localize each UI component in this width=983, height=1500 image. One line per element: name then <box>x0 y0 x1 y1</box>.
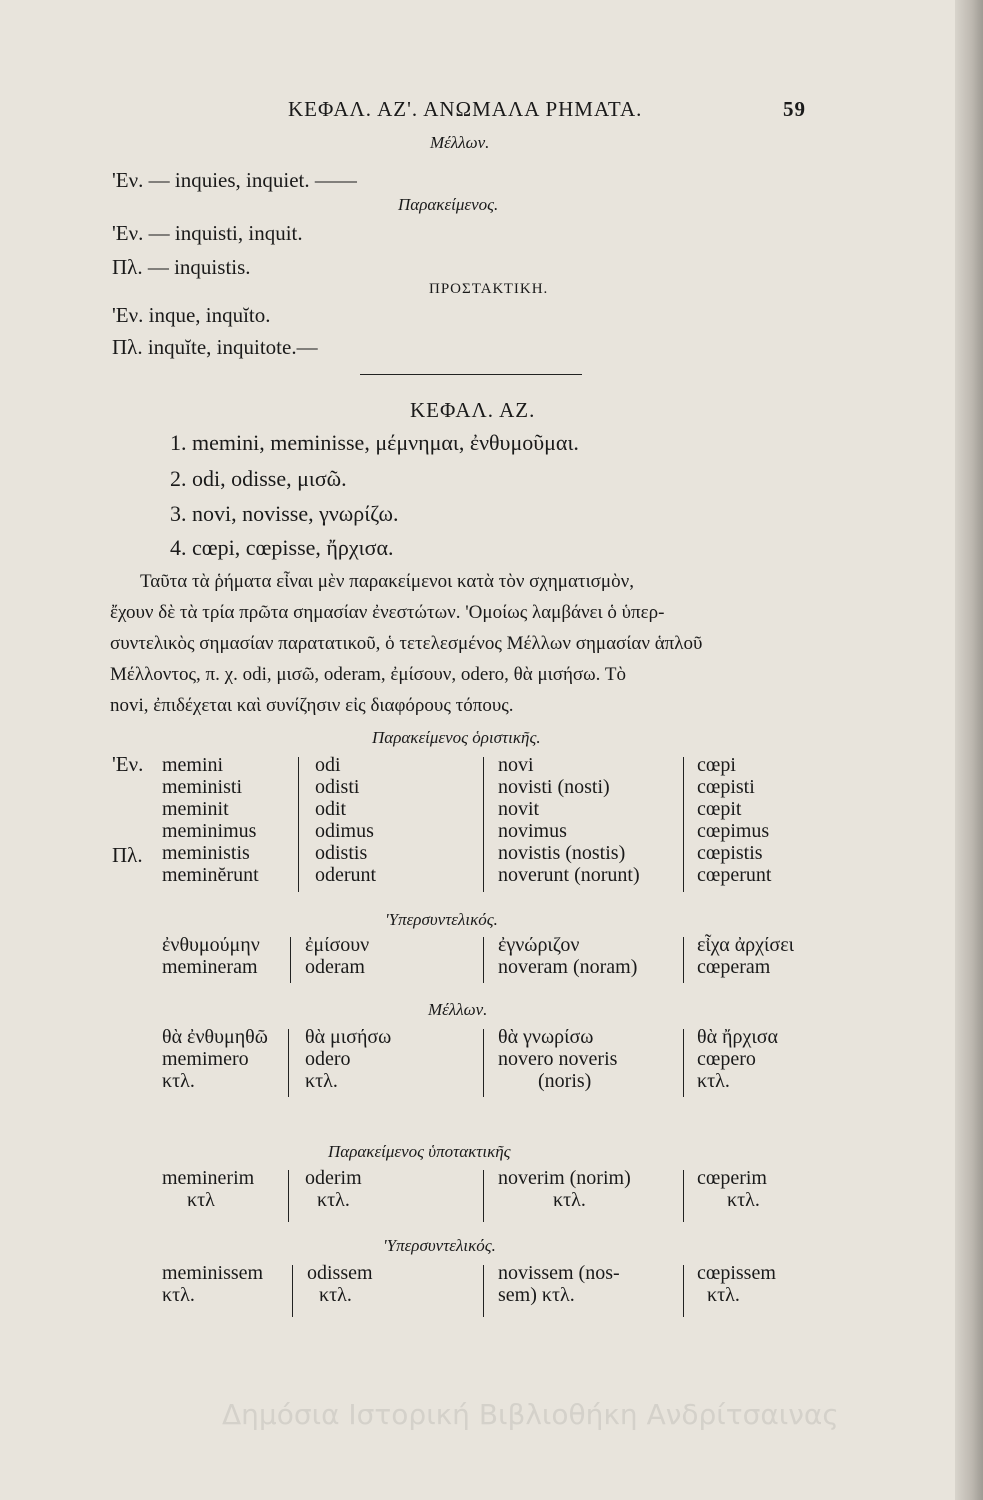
memini-subj-pluperfect-column <box>162 1262 263 1306</box>
form: ἐνθυμούμην <box>162 934 260 956</box>
form: meminerim <box>162 1167 255 1189</box>
future-perfect-heading: Μέλλων. <box>428 1000 488 1019</box>
form: cœpit <box>697 798 742 820</box>
coepi-future-column <box>697 1026 778 1092</box>
inquies-line: 'Εν. — inquies, inquiet. —— <box>112 168 357 192</box>
singular-label: 'Εν. <box>112 752 144 776</box>
memini-future-column <box>162 1026 268 1092</box>
inquistis-line: Πλ. — inquistis. <box>112 255 251 279</box>
form: cœperam <box>697 956 771 978</box>
coepi-subj-perfect-column <box>697 1167 767 1211</box>
library-watermark: Δημόσια Ιστορική Βιβλιοθήκη Ανδρίτσαινας <box>222 1398 839 1431</box>
form: κτλ. <box>697 1070 730 1092</box>
verb-item-2: 2. odi, odisse, μισῶ. <box>170 466 347 491</box>
form: κτλ. <box>553 1189 586 1211</box>
explanation-paragraph <box>110 566 812 721</box>
form: oderunt <box>315 864 377 886</box>
form: ἐγνώριζον <box>498 934 580 956</box>
page-number: 59 <box>783 97 806 121</box>
form: cœpistis <box>697 842 763 864</box>
perfect-heading: Παρακείμενος. <box>398 195 499 214</box>
column-divider <box>288 1170 289 1222</box>
form: odimus <box>315 820 374 842</box>
paragraph-line: novi, ἐπιδέχεται καὶ συνίζησιν εἰς διαφόρους τόπους. <box>110 695 514 716</box>
verb-item-4: 4. cœpi, cœpisse, ἤρχισα. <box>170 535 394 560</box>
form: κτλ. <box>727 1189 760 1211</box>
form: κτλ. <box>707 1284 740 1306</box>
form: ἐμίσουν <box>305 934 370 956</box>
form: θὰ ἐνθυμηθῶ <box>162 1026 268 1048</box>
novi-future-column <box>498 1026 617 1092</box>
form: meminimus <box>162 820 257 842</box>
paragraph-line: ἔχουν δὲ τὰ τρία πρῶτα σημασίαν ἐνεστώτων. 'Ομοίως λαμβάνει ὁ ὑπερ- <box>110 602 665 623</box>
form: novissem (nos- <box>498 1262 620 1284</box>
form: θὰ γνωρίσω <box>498 1026 594 1048</box>
form: cœpero <box>697 1048 756 1070</box>
column-divider <box>683 1170 684 1222</box>
novi-subj-pluperfect-column <box>498 1262 620 1306</box>
form: novero noveris <box>498 1048 618 1070</box>
section-divider <box>360 374 582 375</box>
odi-pluperfect-column <box>305 934 369 978</box>
imperative-heading: ΠΡΟΣΤΑΚΤΙΚΗ. <box>429 281 549 297</box>
form: odisti <box>315 776 360 798</box>
form: odissem <box>307 1262 373 1284</box>
form: meminissem <box>162 1262 264 1284</box>
form: odi <box>315 754 341 776</box>
paragraph-line: Ταῦτα τὰ ῥήματα εἶναι μὲν παρακείμενοι κατὰ τὸν σχηματισμὸν, <box>140 571 634 592</box>
form: sem) κτλ. <box>498 1284 575 1306</box>
form: novimus <box>498 820 567 842</box>
form: cœpissem <box>697 1262 776 1284</box>
column-divider <box>483 1029 484 1097</box>
column-divider <box>483 1265 484 1317</box>
form: meminĕrunt <box>162 864 259 886</box>
memini-subj-perfect-column <box>162 1167 254 1211</box>
form: novisti (nosti) <box>498 776 610 798</box>
column-divider <box>292 1265 293 1317</box>
column-divider <box>683 1029 684 1097</box>
chapter-title: ΚΕΦΑΛ. ΑΖ. <box>410 398 536 422</box>
form: noverim (norim) <box>498 1167 631 1189</box>
column-divider <box>290 937 291 983</box>
form: κτλ. <box>317 1189 350 1211</box>
form: cœpimus <box>697 820 770 842</box>
form: meministis <box>162 842 250 864</box>
form: (noris) <box>538 1070 592 1092</box>
paragraph-line: συντελικὸς σημασίαν παρατατικοῦ, ὁ τετελεσμένος Μέλλων σημασίαν ἁπλοῦ <box>110 633 703 654</box>
odi-perfect-column <box>315 754 376 886</box>
paragraph-line: Μέλλοντος, π. χ. odi, μισῶ, oderam, ἐμίσουν, odero, θὰ μισήσω. Τὸ <box>110 664 626 685</box>
running-header: ΚΕΦΑΛ. ΑΖ'. ΑΝΩΜΑΛΑ ΡΗΜΑΤΑ. <box>288 97 643 121</box>
form: κτλ. <box>162 1284 195 1306</box>
form: oderim <box>305 1167 362 1189</box>
coepi-subj-pluperfect-column <box>697 1262 776 1306</box>
coepi-perfect-column <box>697 754 771 886</box>
form: noverunt (norunt) <box>498 864 640 886</box>
page-edge <box>955 0 983 1500</box>
column-divider <box>298 757 299 892</box>
form: novit <box>498 798 540 820</box>
novi-perfect-column <box>498 754 640 886</box>
odi-subj-perfect-column <box>305 1167 362 1211</box>
form: novistis (nostis) <box>498 842 626 864</box>
form: θὰ ἤρχισα <box>697 1026 779 1048</box>
odi-future-column <box>305 1026 391 1092</box>
column-divider <box>288 1029 289 1097</box>
subjunctive-pluperfect-heading: 'Υπερσυντελικός. <box>383 1236 496 1255</box>
inque-line: 'Εν. inque, inquĭto. <box>112 303 271 327</box>
form: odero <box>305 1048 351 1070</box>
novi-subj-perfect-column <box>498 1167 631 1211</box>
form: cœperim <box>697 1167 767 1189</box>
form: noveram (noram) <box>498 956 638 978</box>
verb-item-3: 3. novi, novisse, γνωρίζω. <box>170 501 399 526</box>
form: meminit <box>162 798 229 820</box>
form: εἶχα ἀρχίσει <box>697 934 794 956</box>
inquisti-line: 'Εν. — inquisti, inquit. <box>112 221 303 245</box>
form: odit <box>315 798 347 820</box>
plural-label: Πλ. <box>112 843 143 867</box>
subjunctive-perfect-heading: Παρακείμενος ὑποτακτικῆς <box>328 1142 511 1161</box>
column-divider <box>683 937 684 983</box>
pluperfect-heading: 'Υπερσυντελικός. <box>385 910 498 929</box>
form: κτλ. <box>305 1070 338 1092</box>
form: κτλ. <box>319 1284 352 1306</box>
perfect-indicative-heading: Παρακείμενος ὁριστικῆς. <box>372 728 541 747</box>
form: cœpisti <box>697 776 755 798</box>
column-divider <box>483 757 484 892</box>
coepi-pluperfect-column <box>697 934 794 978</box>
form: memineram <box>162 956 258 978</box>
novi-pluperfect-column <box>498 934 637 978</box>
column-divider <box>483 1170 484 1222</box>
memini-perfect-column <box>162 754 259 886</box>
form: κτλ <box>187 1189 215 1211</box>
column-divider <box>683 1265 684 1317</box>
odi-subj-pluperfect-column <box>307 1262 373 1306</box>
form: θὰ μισήσω <box>305 1026 392 1048</box>
form: memini <box>162 754 224 776</box>
form: κτλ. <box>162 1070 195 1092</box>
form: cœperunt <box>697 864 772 886</box>
form: novi <box>498 754 534 776</box>
form: cœpi <box>697 754 736 776</box>
memini-pluperfect-column <box>162 934 260 978</box>
column-divider <box>483 937 484 983</box>
column-divider <box>683 757 684 892</box>
inquite-line: Πλ. inquĭte, inquitote.— <box>112 335 318 359</box>
form: meministi <box>162 776 242 798</box>
future-heading: Μέλλων. <box>430 133 490 152</box>
verb-item-1: 1. memini, meminisse, μέμνημαι, ἐνθυμοῦμαι. <box>170 430 579 455</box>
form: memimero <box>162 1048 249 1070</box>
form: odistis <box>315 842 368 864</box>
form: oderam <box>305 956 365 978</box>
